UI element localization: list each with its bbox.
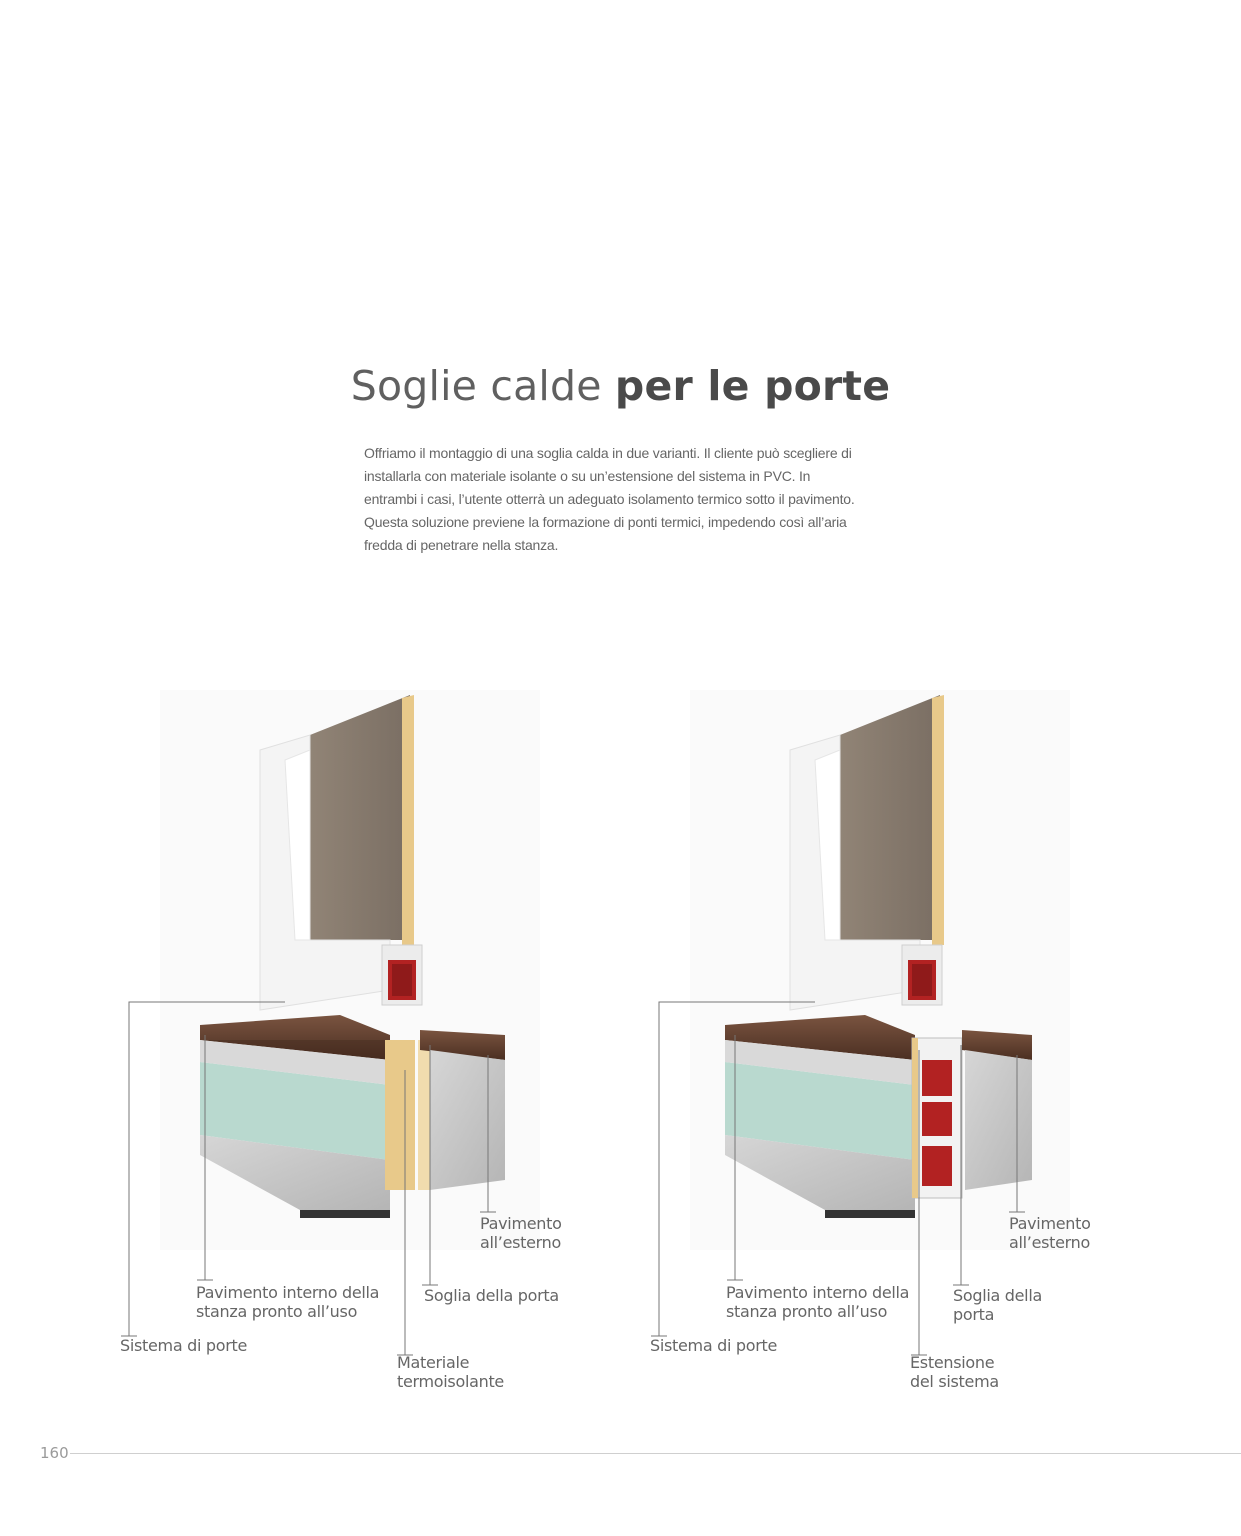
title-bold: per le porte (614, 362, 891, 410)
threshold-diagram-insulation (160, 690, 540, 1250)
label-threshold-right: Soglia della porta (953, 1286, 1042, 1324)
title-light: Soglie calde (350, 362, 615, 410)
label-exterior-floor-right: Pavimento all’esterno (1009, 1214, 1091, 1252)
intro-paragraph: Offriamo il montaggio di una soglia calda in due varianti. Il cliente può scegliere di installarla con materiale isolante o su un’estensione del sistema in PVC. In entrambi i casi, l’utente otterrà un adeguato isolamento termico sotto il pavimento. Questa soluzione previene la formazione di ponti termici, impedendo così all’aria fredda di penetrare nella stanza. (364, 445, 855, 553)
label-extension-right: Estensione del sistema (910, 1353, 999, 1391)
label-interior-floor-right: Pavimento interno della stanza pronto all’uso (726, 1283, 910, 1321)
label-insulation-left: Materiale termoisolante (397, 1353, 504, 1391)
page-title (0, 362, 1241, 410)
threshold-section-illustration-right (690, 690, 1070, 1250)
threshold-diagram-extension (690, 690, 1070, 1250)
footer-divider (70, 1453, 1241, 1454)
label-door-system-right: Sistema di porte (650, 1336, 778, 1355)
threshold-section-illustration-left (160, 690, 540, 1250)
label-exterior-floor-left: Pavimento all’esterno (480, 1214, 562, 1252)
page-number: 160 (40, 1444, 69, 1462)
label-door-system-left: Sistema di porte (120, 1336, 248, 1355)
label-interior-floor-left: Pavimento interno della stanza pronto all’uso (196, 1283, 380, 1321)
label-threshold-left: Soglia della porta (424, 1286, 559, 1305)
